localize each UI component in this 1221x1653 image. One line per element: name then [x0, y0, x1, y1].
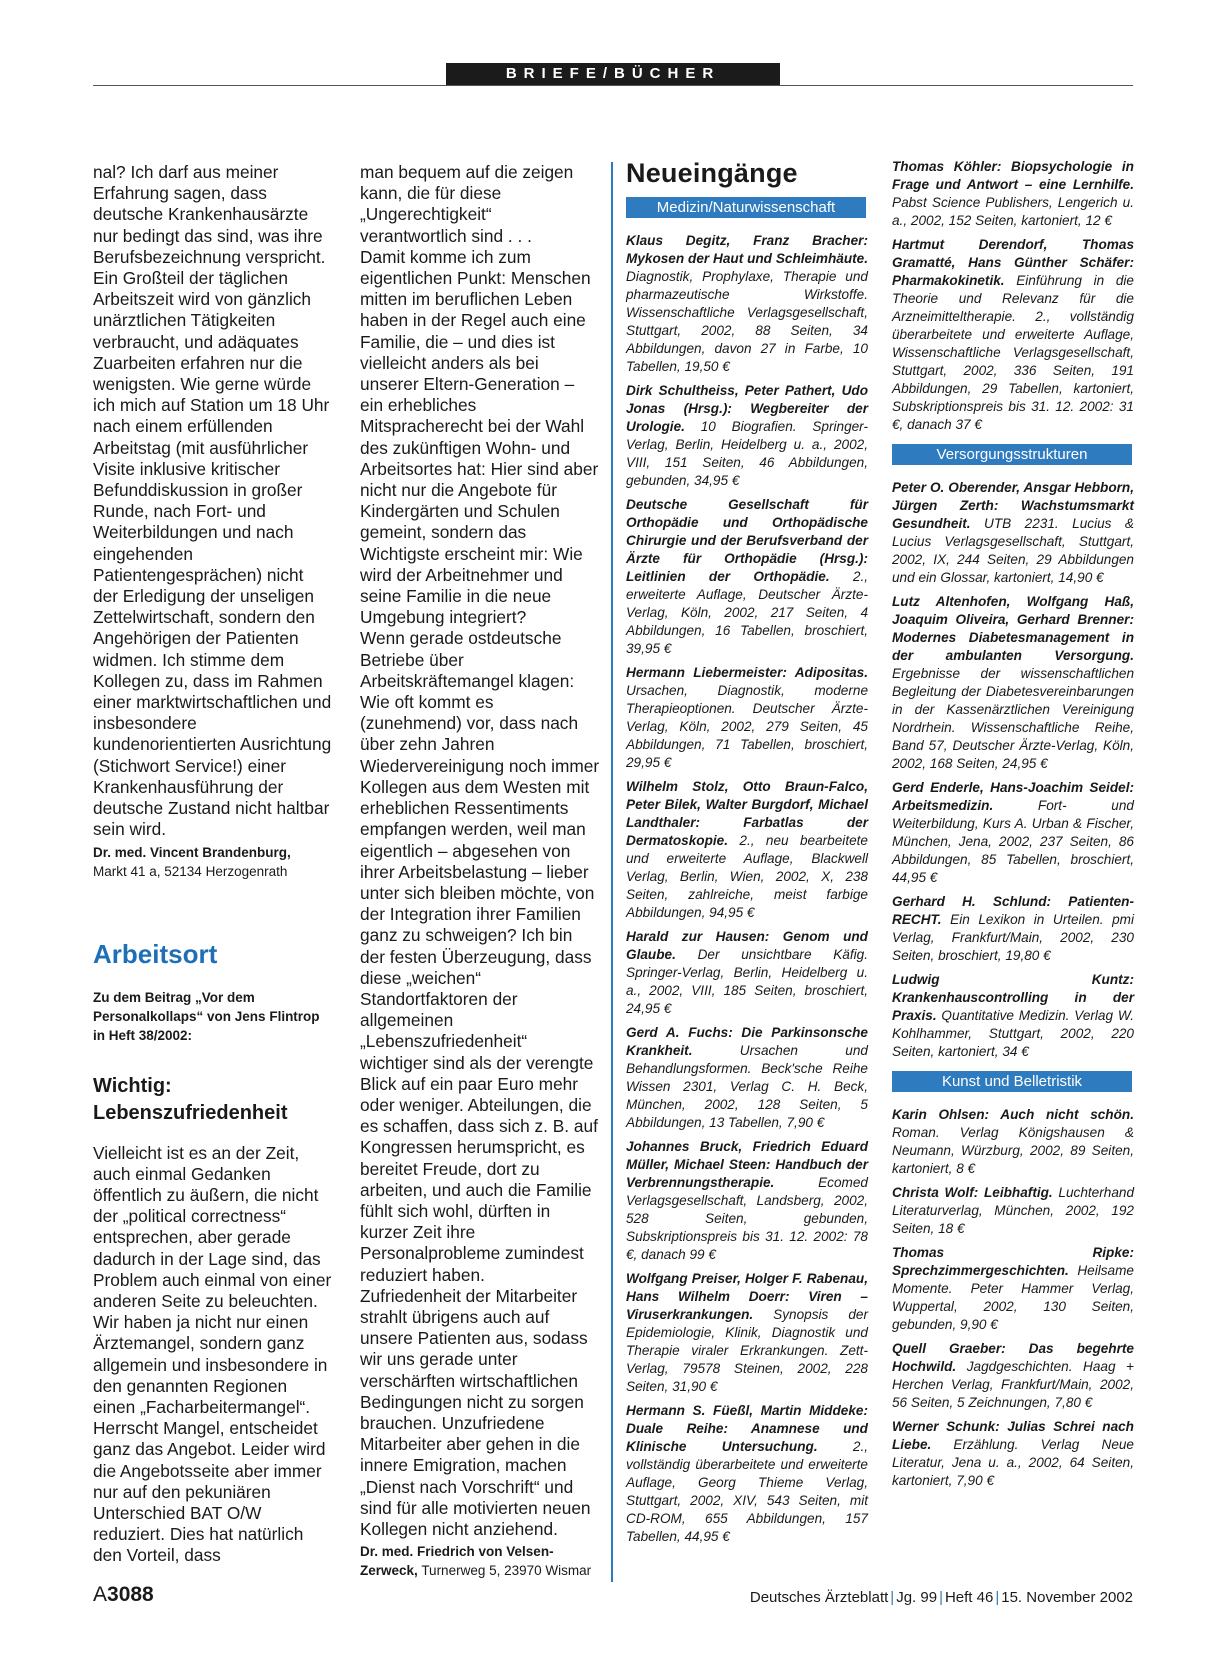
book-list [892, 158, 1134, 434]
journal-issue: Heft 46 [944, 1589, 994, 1606]
book-entry [626, 778, 868, 922]
book-details: Einführung in die Theorie und Relevanz für die Arzneimitteltherapie. 2., vollständig überarbeitete und erweiterte Auflage, Wissenschaftliche Verlagsgesellschaft, Stuttgart, 2002, 336 Seiten, 191 Abbildungen, 29 Tabellen, kartoniert, Subskriptionspreis bis 31. 12. 2002: 31 €, danach 37 € [892, 273, 1134, 432]
letter-paragraph: Zufriedenheit der Mitarbeiter strahlt übrigens auch auf unsere Patienten aus, sodass wir uns gerade unter verschärften wirtschaftlichen Bedingungen nicht zu sorgen brauchen. Unzufriedene Mitarbeiter aber gehen in die innere Emigration, machen „Dienst nach Vorschrift“ und sind für alle motivierten neuen Kollegen nicht anziehend. [360, 1285, 591, 1539]
book-details: Synopsis der Epidemiologie, Klinik, Diagnostik und Therapie viraler Erkrankungen. Zett-Verlag, 79578 Steinen, 2002, 228 Seiten, 31,90 € [626, 1307, 868, 1394]
book-details: Luchterhand Literaturverlag, München, 2002, 192 Seiten, 18 € [892, 1185, 1134, 1236]
footer-separator: | [890, 1589, 895, 1606]
book-entry [892, 593, 1134, 773]
book-details: 2., vollständig überarbeitete und erweiterte Auflage, Georg Thieme Verlag, Stuttgart, 2002, XIV, 543 Seiten, mit CD-ROM, 655 Abbildungen, 157 Tabellen, 44,95 € [626, 1439, 869, 1544]
signature-name: Dr. med. Vincent Brandenburg, [93, 844, 291, 860]
book-details: Ecomed Verlagsgesellschaft, Landsberg, 2002, 528 Seiten, gebunden, Subskriptionspreis bis 31. 12. 2002: 78 €, danach 99 € [626, 1175, 868, 1262]
book-details: Pabst Science Publishers, Lengerich u. a., 2002, 152 Seiten, kartoniert, 12 € [892, 195, 1134, 228]
book-author-title: Lutz Altenhofen, Wolfgang Haß, Joaquim Oliveira, Gerhard Brenner: Modernes Diabetesmanagement in der ambulanten Versorgung. [892, 594, 1134, 663]
book-author-title: Gerd A. Fuchs: Die Parkinsonsche Krankheit. [626, 1025, 868, 1058]
book-author-title: Wolfgang Preiser, Holger F. Rabenau, Hans Wilhelm Doerr: Viren – Viruserkrankungen. [626, 1271, 868, 1322]
journal-name: Deutsches Ärzteblatt [749, 1589, 889, 1606]
book-details: Fort- und Weiterbildung, Kurs A. Urban & Fischer, München, Jena, 2002, 237 Seiten, 86 Abbildungen, 85 Tabellen, broschiert, 44,95 € [892, 798, 1134, 885]
section-title: Arbeitsort [93, 938, 218, 969]
book-list [892, 1106, 1134, 1490]
book-details: Erzählung. Verlag Neue Literatur, Jena u. a., 2002, 64 Seiten, kartoniert, 7,90 € [892, 1437, 1134, 1488]
book-entry [626, 1024, 868, 1132]
signature-address: Turnerweg 5, 23970 Wismar [421, 1563, 592, 1579]
book-entry [892, 893, 1134, 965]
book-entry [626, 1402, 868, 1546]
page-prefix: A [93, 1583, 108, 1606]
journal-footer [750, 1589, 1133, 1606]
letter-signature [360, 1542, 600, 1580]
letter-paragraph: Damit komme ich zum eigentlichen Punkt: Menschen mitten im beruflichen Leben haben in der Regel auch eine Familie, die – und dies ist vielleicht anders als bei unserer Eltern-Generation – ein erhebliches Mitspracherecht bei der Wahl des zukünftigen Wohn- und Arbeitsortes hat: Hier sind aber nicht nur die Angebote für Kindergärten und Schulen gemeint, sondern das Wichtigste erscheint mir: Wie wird der Arbeitnehmer und seine Familie in die neue Umgebung integriert? [360, 246, 599, 628]
book-entry [892, 479, 1134, 587]
book-details: Jagdgeschichten. Haag + Herchen Verlag, Frankfurt/Main, 2002, 56 Seiten, 5 Zeichnungen, 7,80 € [892, 1359, 1134, 1410]
letter-paragraph: Vielleicht ist es an der Zeit, auch einmal Gedanken öffentlich zu äußern, die nicht der „political correctness“ entsprechen, aber gerade dadurch in der Lage sind, das Problem auch einmal von einer anderen Seite zu beleuchten. [93, 1142, 332, 1311]
book-details: 2., neu bearbeitete und erweiterte Auflage, Blackwell Verlag, Berlin, Wien, 2002, X, 238 Seiten, zahlreiche, meist farbige Abbildungen, 94,95 € [626, 833, 868, 920]
book-list [626, 232, 868, 1546]
book-entry [892, 1184, 1134, 1238]
book-entry [626, 1270, 868, 1396]
new-arrivals-title: Neueingänge [626, 158, 798, 188]
book-author-title: Thomas Köhler: Biopsychologie in Frage und Antwort – eine Lernhilfe. [892, 159, 1134, 192]
book-details: Heilsame Momente. Peter Hammer Verlag, Wuppertal, 2002, 130 Seiten, gebunden, 9,90 € [892, 1263, 1134, 1332]
book-entry [892, 971, 1134, 1061]
book-author-title: Christa Wolf: Leibhaftig. [892, 1185, 1053, 1200]
book-entry [626, 664, 868, 772]
category-bar: Versorgungsstrukturen [892, 444, 1132, 465]
book-details: Diagnostik, Prophylaxe, Therapie und pharmazeutische Wirkstoffe. Wissenschaftliche Verlagsgesellschaft, Stuttgart, 2002, 88 Seiten, 34 Abbildungen, davon 27 in Farbe, 10 Tabellen, 19,50 € [626, 269, 868, 374]
letter-subhead: Wichtig: Lebenszufriedenheit [93, 1074, 288, 1124]
book-entry [892, 779, 1134, 887]
letters-column-1 [93, 162, 333, 1567]
book-details: UTB 2231. Lucius & Lucius Verlagsgesellschaft, Stuttgart, 2002, IX, 244 Seiten, 29 Abbildungen und ein Glossar, kartoniert, 14,90 € [892, 516, 1134, 585]
book-entry [626, 232, 868, 376]
book-details: Ursachen, Diagnostik, moderne Therapieoptionen. Deutscher Ärzte-Verlag, Köln, 2002, 279 Seiten, 45 Abbildungen, 71 Tabellen, broschiert, 29,95 € [626, 683, 868, 770]
book-entry [892, 1418, 1134, 1490]
journal-volume: Jg. 99 [896, 1589, 938, 1606]
section-header: BRIEFE/BÜCHER [446, 63, 780, 85]
book-author-title: Dirk Schultheiss, Peter Pathert, Udo Jonas (Hrsg.): Wegbereiter der Urologie. [626, 383, 868, 434]
book-details: Der unsichtbare Käfig. Springer-Verlag, Berlin, Heidelberg u. a., 2002, VIII, 185 Seiten, broschiert, 24,95 € [626, 947, 868, 1016]
book-entry [626, 496, 868, 658]
book-author-title: Werner Schunk: Julias Schrei nach Liebe. [892, 1419, 1134, 1452]
header-rule [93, 85, 1133, 86]
signature-name: Dr. med. Friedrich von Velsen-Zerweck, [360, 1544, 554, 1579]
book-details: Ein Lexikon in Urteilen. pmi Verlag, Frankfurt/Main, 2002, 230 Seiten, broschiert, 19,80 € [892, 912, 1134, 963]
book-entry [892, 1244, 1134, 1334]
book-author-title: Gerd Enderle, Hans-Joachim Seidel: Arbeitsmedizin. [892, 780, 1134, 813]
page-number-value: 3088 [107, 1583, 154, 1606]
book-entry [626, 382, 868, 490]
book-author-title: Hermann S. Füeßl, Martin Middeke: Duale Reihe: Anamnese und Klinische Untersuchung. [626, 1403, 868, 1454]
letters-column-2 [360, 162, 600, 1580]
book-details: Ursachen und Behandlungsformen. Beck'sche Reihe Wissen 2301, Verlag C. H. Beck, München, 2002, 128 Seiten, 5 Abbildungen, 13 Tabellen, 7,90 € [626, 1043, 868, 1130]
book-author-title: Hermann Liebermeister: Adipositas. [626, 665, 868, 680]
reference-intro: Zu dem Beitrag „Vor dem Personalkollaps“ von Jens Flintrop in Heft 38/2002: [93, 989, 320, 1043]
book-details: Roman. Verlag Königshausen & Neumann, Würzburg, 2002, 89 Seiten, kartoniert, 8 € [892, 1125, 1134, 1176]
journal-date: 15. November 2002 [1001, 1589, 1133, 1606]
column-divider [611, 162, 613, 1582]
category-bar: Kunst und Belletristik [892, 1071, 1132, 1092]
book-entry [892, 158, 1134, 230]
book-author-title: Hartmut Derendorf, Thomas Gramatté, Hans Günther Schäfer: Pharmakokinetik. [892, 237, 1134, 288]
book-author-title: Quell Graeber: Das begehrte Hochwild. [892, 1341, 1134, 1374]
book-author-title: Karin Ohlsen: Auch nicht schön. [892, 1107, 1134, 1122]
page-number [93, 1583, 154, 1607]
letter-paragraph: Wir haben ja nicht nur einen Ärztemangel, sondern ganz allgemein und insbesondere in den genannten Regionen einen „Facharbeitermangel“. Herrscht Mangel, entscheidet ganz das Angebot. Leider wird die Angebotsseite aber immer nur auf den pekuniären Unterschied BAT O/W reduziert. Dies hat natürlich den Vorteil, dass [93, 1312, 328, 1566]
book-author-title: Klaus Degitz, Franz Bracher: Mykosen der Haut und Schleimhäute. [626, 233, 868, 266]
book-author-title: Deutsche Gesellschaft für Orthopädie und Orthopädische Chirurgie und der Berufsverband der Ärzte für Orthopädie (Hrsg.): Leitlinien der Orthopädie. [626, 497, 868, 584]
book-list [892, 479, 1134, 1061]
letter-signature [93, 843, 333, 881]
book-author-title: Johannes Bruck, Friedrich Eduard Müller, Michael Steen: Handbuch der Verbrennungstherapie. [626, 1139, 868, 1190]
category-bar: Medizin/Naturwissenschaft [626, 197, 866, 218]
book-details: 10 Biografien. Springer-Verlag, Berlin, Heidelberg u. a., 2002, VIII, 151 Seiten, 46 Abbildungen, gebunden, 34,95 € [626, 419, 868, 488]
book-author-title: Harald zur Hausen: Genom und Glaube. [626, 929, 868, 962]
footer-separator: | [995, 1589, 1000, 1606]
book-details: 2., erweiterte Auflage, Deutscher Ärzte-Verlag, Köln, 2002, 217 Seiten, 4 Abbildungen, 16 Tabellen, broschiert, 39,95 € [626, 569, 868, 656]
letter-paragraph: man bequem auf die zeigen kann, die für diese „Ungerechtigkeit“ verantwortlich sind . . . [360, 162, 574, 246]
book-details: Quantitative Medizin. Verlag W. Kohlhammer, Stuttgart, 2002, 220 Seiten, kartoniert, 34 € [892, 1008, 1134, 1059]
new-books-column-2 [892, 158, 1134, 1496]
letter-paragraph: Wenn gerade ostdeutsche Betriebe über Arbeitskräftemangel klagen: Wie oft kommt es (zunehmend) vor, dass nach über zehn Jahren Wiedervereinigung noch immer Kollegen aus dem Westen mit erheblichen Ressentiments empfangen werden, weil man eigentlich – abgesehen von ihrer Arbeitsbelastung – lieber unter sich bleiben möchte, von der Integration ihrer Familien ganz zu schweigen? Ich bin der festen Überzeugung, dass diese „weichen“ Standortfaktoren der allgemeinen „Lebenszufriedenheit“ wichtiger sind als der verengte Blick auf ein paar Euro mehr oder weniger. Abteilungen, die es schaffen, dass sich z. B. auf Kongressen herumspricht, es bereitet Freude, dort zu arbeiten, und auch die Familie fühlt sich wohl, dürften in kurzer Zeit ihre Personalprobleme zumindest reduziert haben. [360, 628, 600, 1285]
book-entry [892, 1106, 1134, 1178]
book-author-title: Peter O. Oberender, Ansgar Hebborn, Jürgen Zerth: Wachstumsmarkt Gesundheit. [892, 480, 1134, 531]
book-author-title: Gerhard H. Schlund: Patienten-RECHT. [892, 894, 1134, 927]
book-entry [892, 1340, 1134, 1412]
book-entry [626, 1138, 868, 1264]
book-entry [626, 928, 868, 1018]
book-details: Ergebnisse der wissenschaftlichen Begleitung der Diabetesvereinbarungen in der Kassenärztlichen Vereinigung Nordrhein. Wissenschaftliche Reihe, Band 57, Deutscher Ärzte-Verlag, Köln, 2002, 168 Seiten, 24,95 € [892, 666, 1134, 771]
book-entry [892, 236, 1134, 434]
footer-separator: | [939, 1589, 943, 1606]
book-author-title: Thomas Ripke: Sprechzimmergeschichten. [892, 1245, 1134, 1278]
signature-address: Markt 41 a, 52134 Herzogenrath [93, 863, 288, 879]
book-author-title: Ludwig Kuntz: Krankenhauscontrolling in der Praxis. [892, 972, 1134, 1023]
new-books-column-1 [626, 158, 868, 1552]
book-author-title: Wilhelm Stolz, Otto Braun-Falco, Peter Bilek, Walter Burgdorf, Michael Landthaler: Farbatlas der Dermatoskopie. [626, 779, 868, 848]
letter-text: nal? Ich darf aus meiner Erfahrung sagen, dass deutsche Krankenhausärzte nur bedingt das sind, was ihre Berufsbezeichnung verspricht. Ein Großteil der täglichen Arbeitszeit wird von gänzlich unärztlichen Tätigkeiten verbraucht, und adäquates Zuarbeiten erfahren nur die wenigsten. Wie gerne würde ich mich auf Station um 18 Uhr nach einem erfüllenden Arbeitstag (mit ausführlicher Visite inklusive kritischer Befunddiskussion in großer Runde, nach Fort- und Weiterbildungen und nach eingehenden Patientengesprächen) nicht der Erledigung der unseligen Zettelwirtschaft, sondern den Angehörigen der Patienten widmen. Ich stimme dem Kollegen zu, dass im Rahmen einer marktwirtschaftlichen und insbesondere kundenorientierten Ausrichtung (Stichwort Service!) einer Krankenhausführung der deutsche Zustand nicht haltbar sein wird. [93, 162, 332, 840]
